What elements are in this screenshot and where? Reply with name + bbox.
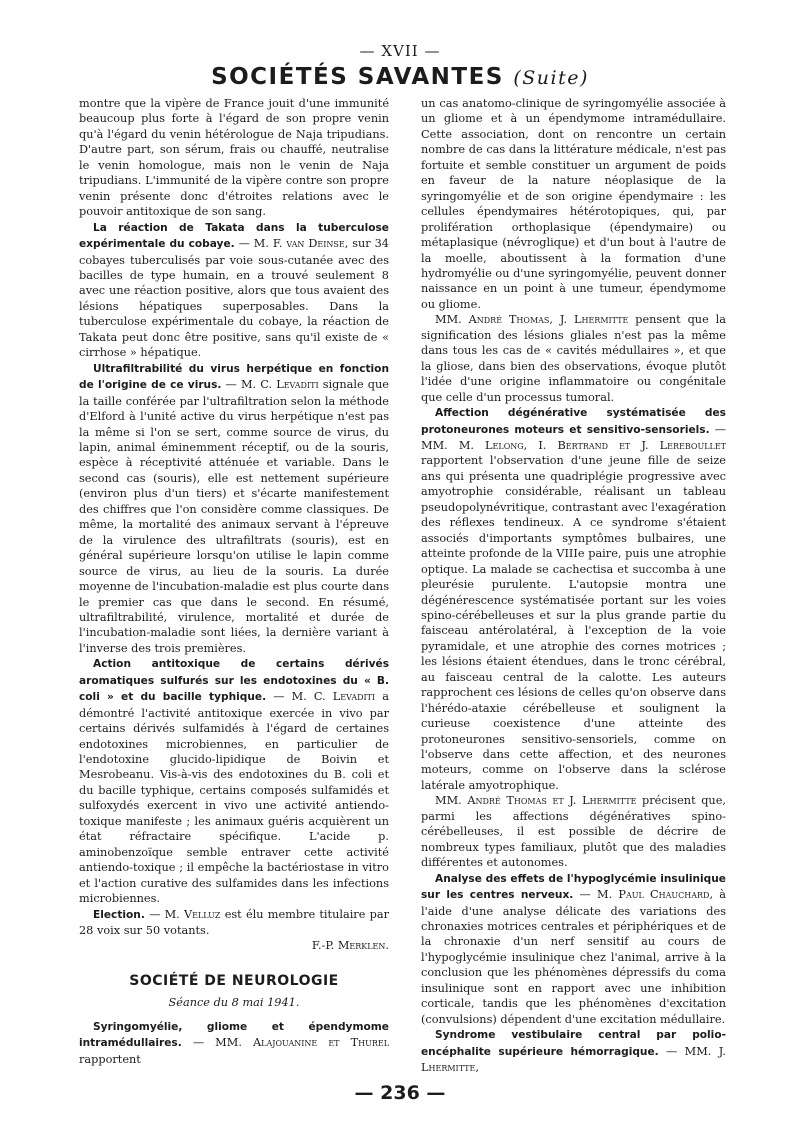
article-body: rapportent l'observation d'une jeune fille de seize ans qui présenta une quadriplégie progressive avec amyotrophie considérable, réalisant un tableau pseudopolynévritique, contrastant avec l'exagération des réflexes tendineux. A ce syndrome s'étaient associés d'importants symptômes bulbaires, une atteinte profonde de la VIIIe paire, puis une atrophie optique. La malade se cachectisa et succomba à une pleurésie purulente. L'autopsie montra une dégénérescence systématisée portant sur les voies spino-cérébelleuses et sur la plus grande partie du faisceau antérolatéral, à l'exception de la voie pyramidale, et une atrophie des cornes motrices ; les lésions étaient étendues, dans le tronc cérébral, au faisceau central de la calotte. Les auteurs rapprochent ces lésions de celles qu'on observe dans l'hérédo-ataxie cérébelleuse et soulignent la curieuse coexistence d'une atteinte des protoneurones sensitivo-sensoriels, comme on l'observe dans cette affection, et des neurones moteurs, comme on l'observe dans la sclérose latérale amyotrophique. <box>421 454 727 792</box>
article-degenerative <box>421 405 726 793</box>
article-author: André Thomas, J. Lhermitte <box>468 313 629 327</box>
article-heading: Action antitoxique de certains dérivés aromatiques sulfurés sur les endotoxines du « B. coli » et du bacille typhique. <box>79 658 389 704</box>
article-heading: Syndrome vestibulaire central par polio-encéphalite supérieure hémorragique. <box>421 1029 726 1058</box>
article-takata <box>79 220 389 361</box>
right-column <box>421 96 726 1076</box>
article-author: M. Lelong, I. Bertrand et J. Lereboullet <box>458 438 726 452</box>
article-dash: — M. <box>144 907 184 921</box>
article-author: Levaditi <box>276 378 319 392</box>
article-body: , sur 34 cobayes tuberculisés par voie sous-cutanée avec des bacilles de type humain, en a trouvé seulement 8 avec une réaction positive, alors que tous avaient des lésions hépatiques superposables. Dans la tuberculose expérimentale du cobaye, la réaction de Takata peut donc être positive, sans qu'il existe de « cirrhose » hépatique. <box>79 237 389 360</box>
article-dash: — MM. <box>658 1044 719 1058</box>
article-dash: — M. C. <box>266 690 333 704</box>
page-title <box>0 64 800 90</box>
society-heading: SOCIÉTÉ DE NEUROLOGIE <box>129 972 339 989</box>
article-body: signale que la taille conférée par l'ultrafiltration selon la méthode d'Elford à l'unité active du virus herpétique n'est pas la même si l'on se sert, comme source de virus, du lapin, animal éminemment réceptif, ou de la souris, espèce à réceptivité atténuée et variable. Dans le second cas (souris), elle est nettement supérieure (environ plus d'un tiers) et s'écarte manifestement des chiffres que l'on considère comme classiques. De même, la mortalité des animaux servant à l'épreuve de la virulence des ultrafiltrats (souris), est en général supérieure lorsqu'on utilise le lapin comme source de virus, au lieu de la souris. La durée moyenne de l'incubation-maladie est plus courte dans le premier cas que dans le second. En résumé, ultrafiltrabilité, virulence, mortalité et durée de l'incubation-maladie sont liées, la dernière variant à l'inverse des trois premières. <box>79 378 389 655</box>
article-body: rapportent <box>79 1052 141 1066</box>
article-body: précisent que, parmi les affections dégénératives spino-cérébelleuses, il est possible de décrire de nombreux types familiaux, plutôt que des maladies différentes et autonomes. <box>421 794 726 870</box>
page-roman-numeral: — XVII — <box>359 42 441 60</box>
article-dash: — MM. <box>421 422 726 452</box>
article-author: Levaditi <box>332 690 376 704</box>
article-heading: Analyse des effets de l'hypoglycémie insulinique sur les centres nerveux. <box>421 872 726 902</box>
article-dash: — M. <box>234 237 273 251</box>
left-column <box>79 96 389 1067</box>
article-herpes <box>79 361 389 657</box>
page-number: — 236 — <box>354 1082 446 1104</box>
article-body: pensent que la signification des lésions gliales n'est pas la même dans tous les cas de « cavités médullaires », et que la gliose, dans bien des observations, évoque plutôt l'idée d'une origine inflammatoire ou congénitale que celle d'un processus tumoral. <box>421 313 726 404</box>
article-heading: La réaction de Takata dans la tuberculose expérimentale du cobaye. <box>79 221 389 251</box>
paragraph: montre que la vipère de France jouit d'une immunité beaucoup plus forte à l'égard de son propre venin qu'à l'égard du venin hétérologue de Naja tripudians. D'autre part, son sérum, frais ou chauffé, neutralise le venin homologue, mais non le venin de Naja tripudians. L'immunité de la vipère contre son propre venin présente donc d'étroites relations avec le pouvoir antitoxique de son sang. <box>79 97 389 219</box>
article-author: Paul Chauchard <box>618 888 710 902</box>
article-prefix: MM. <box>435 794 468 808</box>
title-suite: (Suite) <box>513 67 589 89</box>
article-author: Velluz <box>183 907 221 921</box>
signature: F.-P. Merklen. <box>311 939 389 953</box>
article-author: J. Lhermitte, <box>421 1044 726 1075</box>
article-heading: Ultrafiltrabilité du virus herpétique en fonction de l'origine de ce virus. <box>79 362 389 392</box>
article-body: a démontré l'activité antitoxique exercée in vivo par certains dérivés sulfamidés à l'égard de certaines endotoxines microbiennes, en particulier de l'endotoxine glucido-lipidique de Boivin et Mesrobeanu. Vis-à-vis des endotoxines du B. coli et du bacille typhique, certains composés sulfamidés et sulfoxydés exercent in vivo une activité antiendo-toxique manifeste ; les animaux guéris acquièrent un état réfractaire spécifique. L'acide p. aminobenzoïque semble entraver cette activité antiendo-toxique ; il empêche la bactériostase in vitro et l'action curative des sulfamides dans les infections microbiennes. <box>79 690 390 906</box>
article-heading: Syringomyélie, gliome et épendymome intramédullaires. <box>79 1020 389 1050</box>
article-heading: Election. <box>93 908 145 921</box>
article-hypoglycemie <box>421 871 726 1028</box>
title-text: SOCIÉTÉS SAVANTES <box>211 64 504 90</box>
article-election <box>79 907 389 939</box>
paragraph: un cas anatomo-clinique de syringomyélie associée à un gliome et à un épendymome intramédullaire. Cette association, dont on rencontre un certain nombre de cas dans la littérature médicale, n'est pas fortuite et semble constituer un argument de poids en faveur de la nature néoplasique de la syringomyélie et de son origine épendymaire : les cellules épendymaires hétérotopiques, qui, par prolifération orthoplasique (épendymaire) ou métaplasique (névroglique) et d'un bout à l'autre de la moelle, aboutissent à la formation d'une hydromyélie ou d'une syringomyélie, peuvent donner naissance en un point à une tumeur, épendymome ou gliome. <box>421 97 726 311</box>
paragraph-thomas-lhermitte-2 <box>421 793 726 870</box>
article-body: est élu membre titulaire par 28 voix sur 50 votants. <box>79 907 389 938</box>
article-body: , à l'aide d'une analyse délicate des variations des chronaxies motrices centrales et périphériques et de la chronaxie d'un nerf sensitif au cours de l'hypoglycémie insulinique chez l'animal, arrive à la conclusion que les phénomènes dépressifs du coma insulinique sont en rapport avec une inhibition corticale, tandis que les phénomènes d'excitation (convulsions) dépendent d'une excitation médullaire. <box>421 888 726 1026</box>
article-author: Alajouanine et Thurel <box>252 1036 390 1050</box>
article-author: André Thomas et J. Lhermitte <box>467 794 637 808</box>
seance-date: Séance du 8 mai 1941. <box>168 996 300 1010</box>
article-syringomyelie <box>79 1019 389 1067</box>
article-dash: — M. C. <box>221 378 277 392</box>
article-prefix: MM. <box>435 313 469 327</box>
article-dash: — MM. <box>181 1036 253 1050</box>
article-antitoxic <box>79 656 389 906</box>
article-heading: Affection dégénérative systématisée des protoneurones moteurs et sensitivo-sensoriels. <box>421 407 726 436</box>
paragraph-thomas-lhermitte <box>421 312 726 405</box>
article-author: F. van Deinse <box>272 237 345 251</box>
article-dash: — M. <box>573 888 619 902</box>
article-vestibulaire <box>421 1027 726 1075</box>
